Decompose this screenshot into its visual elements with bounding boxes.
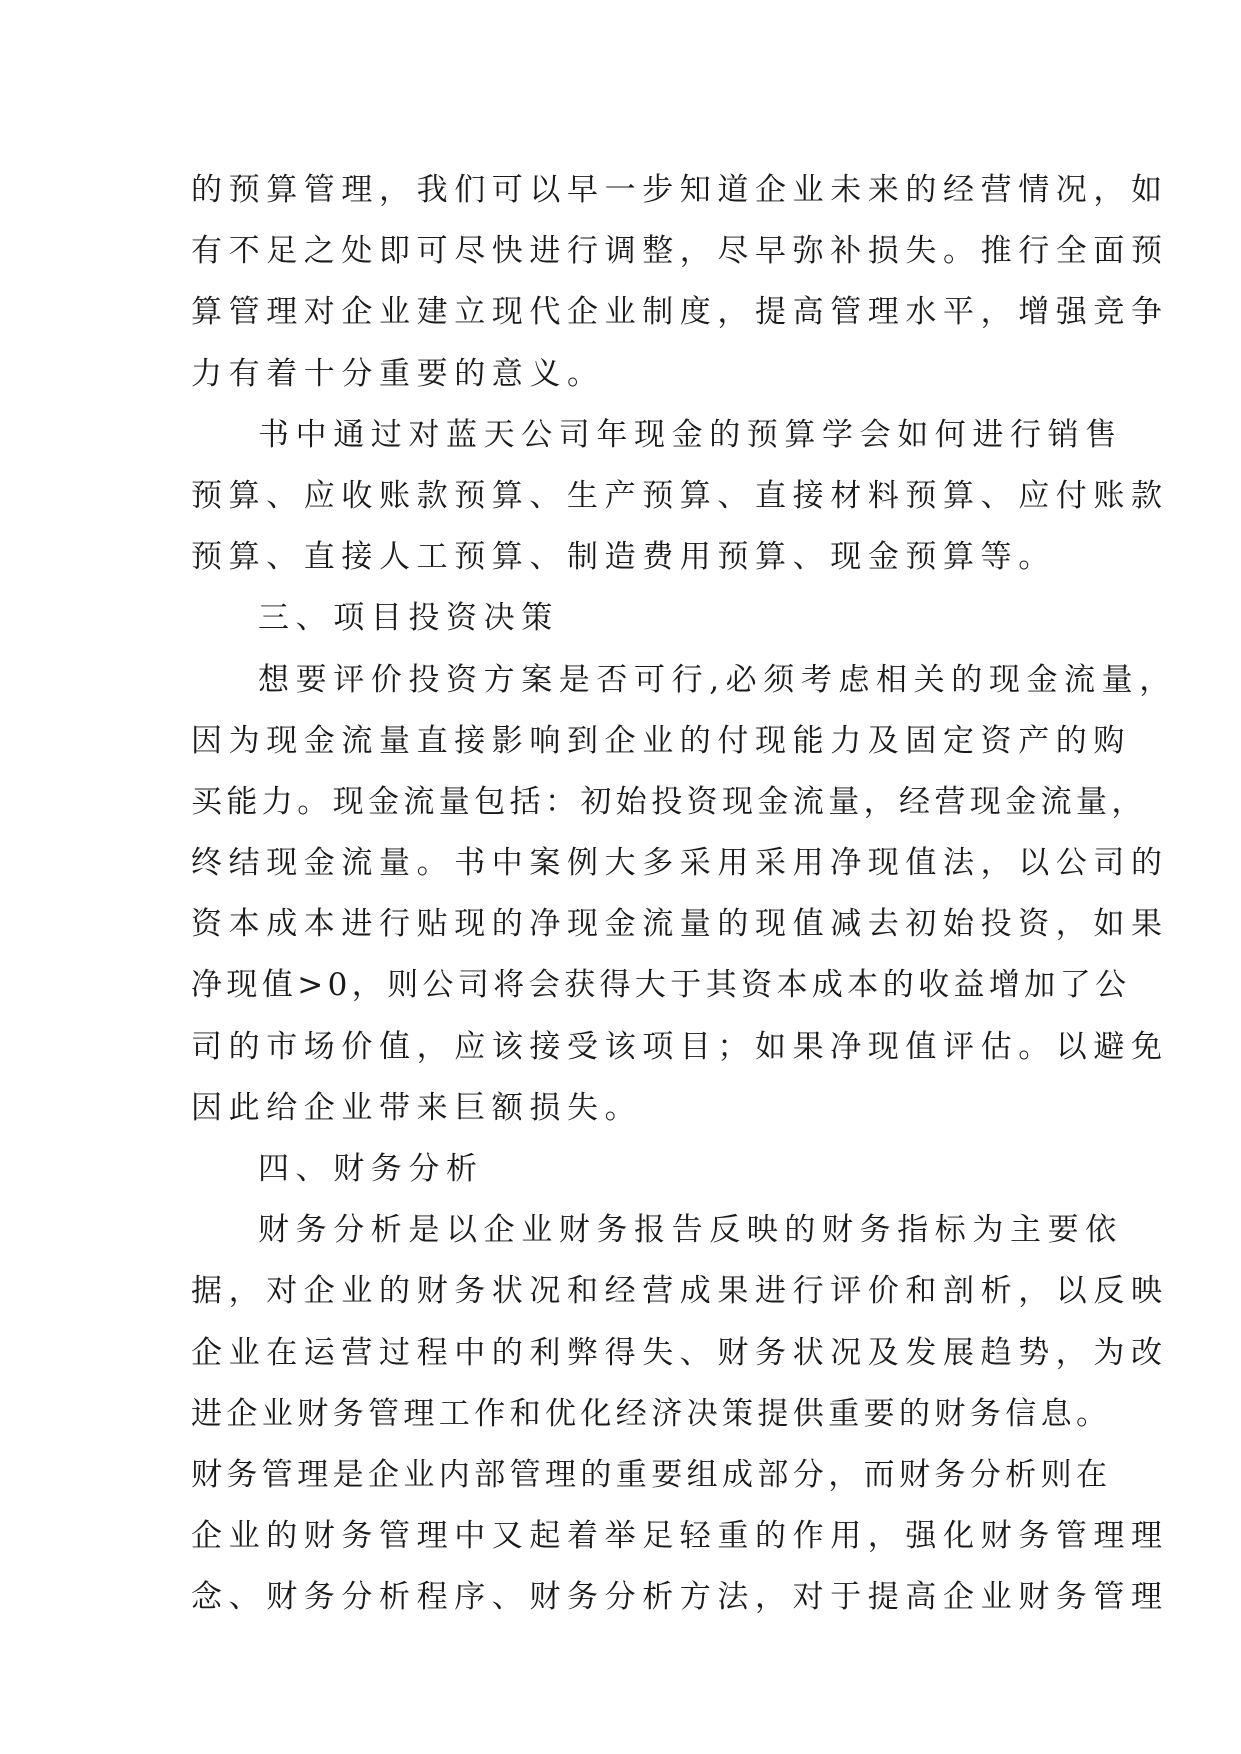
text-line: 据，对企业的财务状况和经营成果进行评价和剖析，以反映 [191, 1273, 1169, 1310]
section-heading: 四、财务分析 [258, 1151, 484, 1187]
text-line: 净现值>0，则公司将会获得大于其资本成本的收益增加了公 [191, 967, 1131, 1004]
body-text [191, 160, 1177, 1629]
text-line: 预算、应收账款预算、生产预算、直接材料预算、应付账款 [191, 477, 1169, 514]
text-line: 想要评价投资方案是否可行,必须考虑相关的现金流量， [258, 661, 1177, 698]
text-line: 买能力。现金流量包括：初始投资现金流量，经营现金流量， [191, 783, 1147, 820]
text-line: 企业的财务管理中又起着举足轻重的作用，强化财务管理理 [191, 1518, 1169, 1555]
text-line: 进企业财务管理工作和优化经济决策提供重要的财务信息。 [191, 1395, 1112, 1432]
text-line: 力有着十分重要的意义。 [191, 355, 605, 392]
text-line: 有不足之处即可尽快进行调整，尽早弥补损失。推行全面预 [191, 233, 1169, 270]
text-line: 企业在运营过程中的利弊得失、财务状况及发展趋势，为改 [191, 1334, 1169, 1371]
text-line: 资本成本进行贴现的净现金流量的现值减去初始投资，如果 [191, 906, 1169, 943]
text-line: 终结现金流量。书中案例大多采用采用净现值法，以公司的 [191, 845, 1169, 882]
text-line: 算管理对企业建立现代企业制度，提高管理水平，增强竞争 [191, 294, 1169, 331]
text-line: 因为现金流量直接影响到企业的付现能力及固定资产的购 [191, 722, 1131, 759]
text-line: 因此给企业带来巨额损失。 [191, 1089, 643, 1126]
text-line: 书中通过对蓝天公司年现金的预算学会如何进行销售 [258, 416, 1123, 453]
text-line: 财务分析是以企业财务报告反映的财务指标为主要依 [258, 1212, 1123, 1249]
text-line: 财务管理是企业内部管理的重要组成部分，而财务分析则在 [191, 1456, 1112, 1493]
text-line: 司的市场价值，应该接受该项目；如果净现值评估。以避免 [191, 1028, 1169, 1065]
text-line: 的预算管理，我们可以早一步知道企业未来的经营情况，如 [191, 172, 1169, 208]
text-line: 预算、直接人工预算、制造费用预算、现金预算等。 [191, 539, 1056, 576]
section-heading: 三、项目投资决策 [258, 600, 559, 637]
text-line: 念、财务分析程序、财务分析方法，对于提高企业财务管理 [191, 1579, 1169, 1616]
